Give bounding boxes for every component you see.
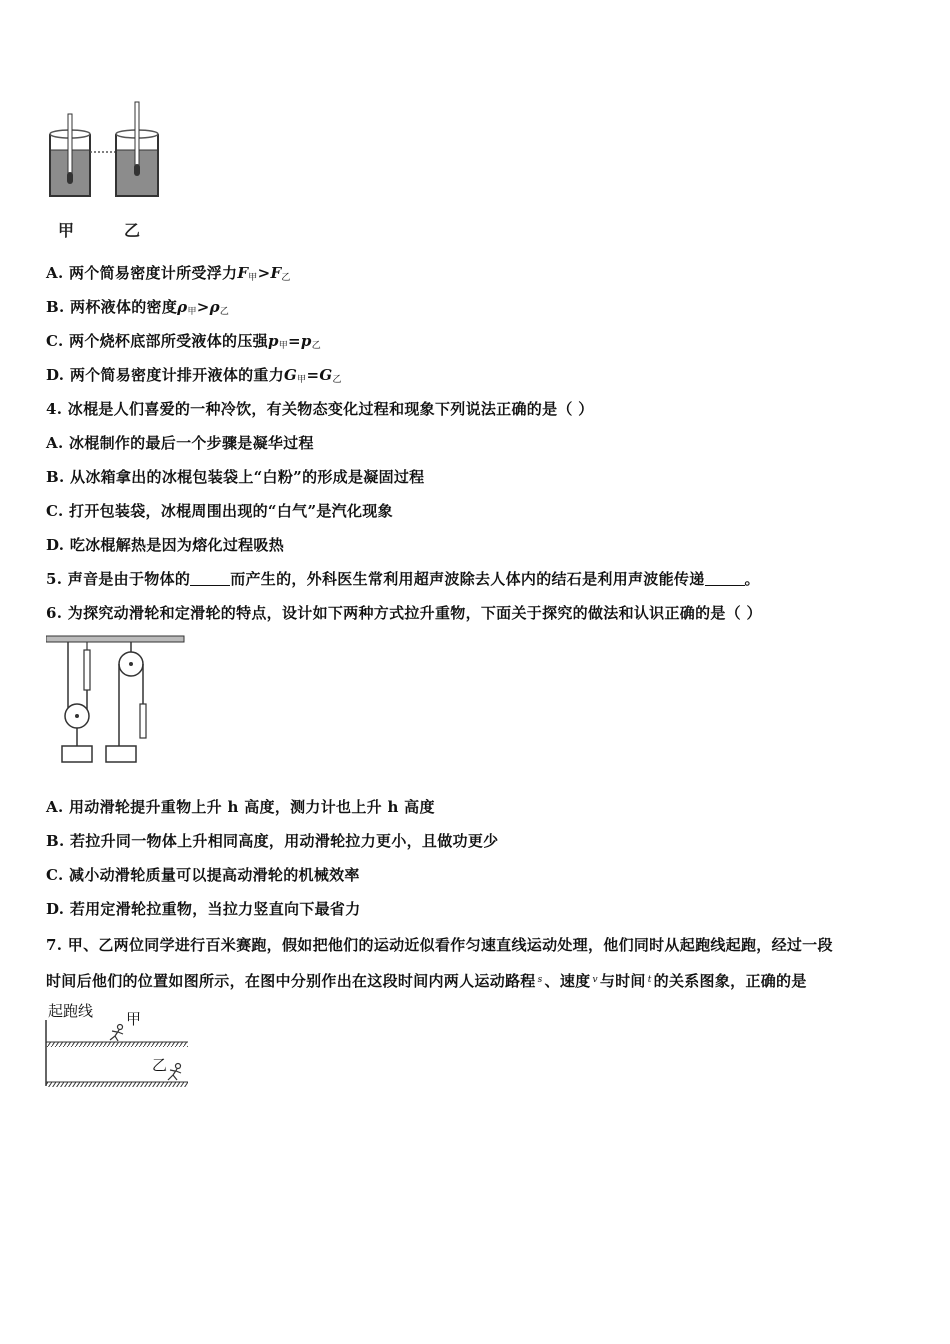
q3-option-a[interactable]: A. 两个简易密度计所受浮力F甲>F乙 [46, 264, 291, 283]
q5-blank-2[interactable] [705, 571, 745, 586]
q5-blank-1[interactable] [190, 571, 230, 586]
q4-option-d[interactable]: D. 吃冰棍解热是因为熔化过程吸热 [46, 536, 285, 554]
q3-option-b[interactable]: B. 两杯液体的密度ρ甲>ρ乙 [46, 298, 230, 317]
q6-option-d[interactable]: D. 若用定滑轮拉重物，当拉力竖直向下最省力 [46, 900, 361, 918]
q6-option-a[interactable]: A. 用动滑轮提升重物上升 h 高度，测力计也上升 h 高度 [46, 798, 435, 816]
beakers-figure [44, 98, 174, 243]
q3-option-d[interactable]: D. 两个简易密度计排开液体的重力G甲=G乙 [46, 366, 342, 385]
q6-option-b[interactable]: B. 若拉升同一物体上升相同高度，用动滑轮拉力更小，且做功更少 [46, 832, 499, 850]
q6-stem: 6. 为探究动滑轮和定滑轮的特点，设计如下两种方式拉升重物，下面关于探究的做法和认识正确的是（ ） [46, 604, 762, 622]
q5-stem: 5. 声音是由于物体的 而产生的，外科医生常利用超声波除去人体内的结石是利用声波能传递 。 [46, 570, 760, 588]
q7-stem-line-1: 7. 甲、乙两位同学进行百米赛跑，假如把他们的运动近似看作匀速直线运动处理，他们同时从起跑线起跑，经过一段 [46, 936, 833, 954]
q4-option-c[interactable]: C. 打开包装袋，冰棍周围出现的“白气”是汽化现象 [46, 502, 393, 520]
q7-stem-line-2: 时间后他们的位置如图所示，在图中分别作出在这段时间内两人运动路程 $^s$ 、速度 $^v$ 与时间 $^t$ 的关系图象，正确的是 [46, 972, 807, 990]
beaker-label-yi: 乙 [124, 221, 141, 240]
runner-yi-icon [168, 1064, 181, 1081]
runner-label-jia: 甲 [126, 1010, 142, 1028]
q6-option-c[interactable]: C. 减小动滑轮质量可以提高动滑轮的机械效率 [46, 866, 360, 884]
start-line-label: 起跑线 [48, 1002, 94, 1020]
runner-label-yi: 乙 [152, 1056, 168, 1074]
race-track-figure [44, 998, 194, 1096]
beaker-label-jia: 甲 [58, 221, 75, 240]
q4-option-a[interactable]: A. 冰棍制作的最后一个步骤是凝华过程 [46, 434, 314, 452]
pulley-figure [46, 634, 186, 769]
q4-option-b[interactable]: B. 从冰箱拿出的冰棍包装袋上“白粉”的形成是凝固过程 [46, 468, 425, 486]
runner-jia-icon [110, 1025, 123, 1042]
q4-stem: 4. 冰棍是人们喜爱的一种冷饮，有关物态变化过程和现象下列说法正确的是（ ） [46, 400, 594, 418]
q3-option-c[interactable]: C. 两个烧杯底部所受液体的压强p甲=p乙 [46, 332, 322, 351]
